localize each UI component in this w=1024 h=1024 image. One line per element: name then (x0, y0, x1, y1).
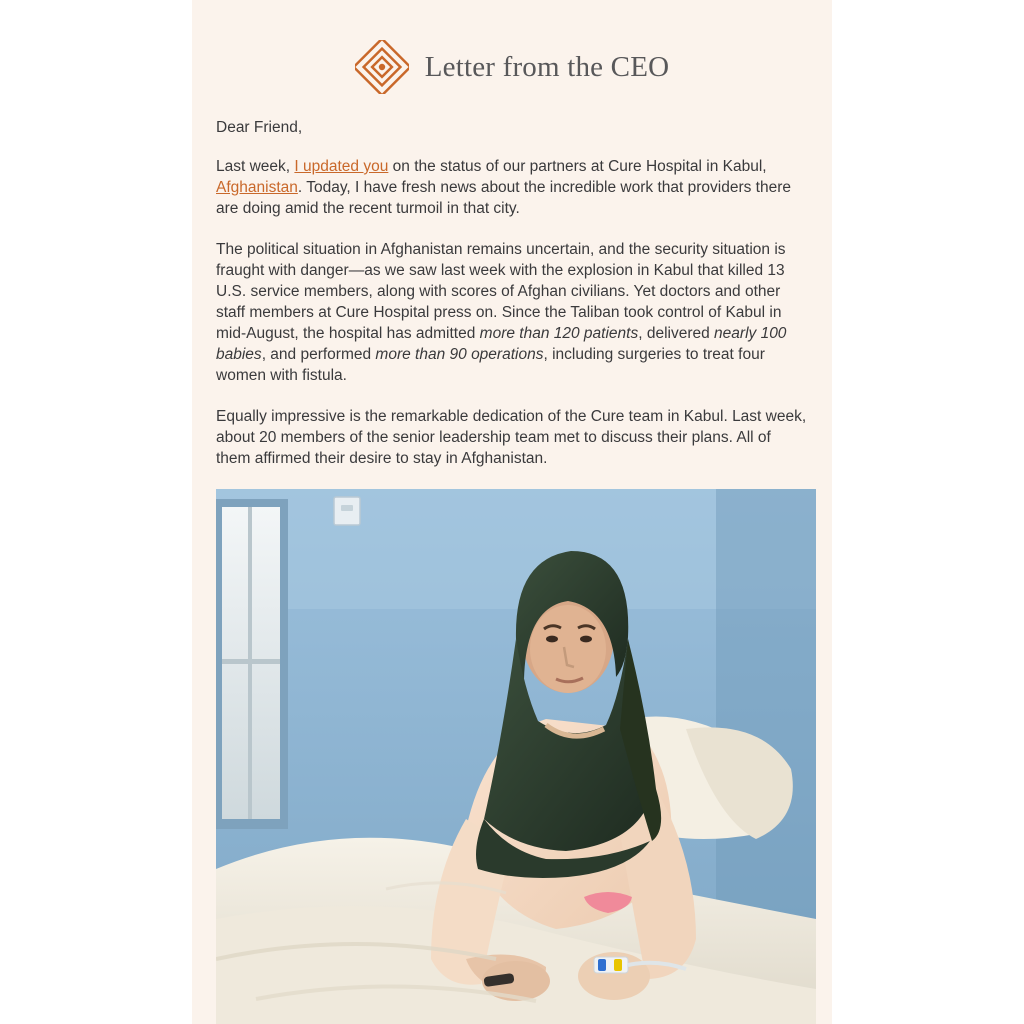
header-inner (355, 40, 670, 94)
salutation: Dear Friend, (216, 119, 303, 136)
para2-emphasis-patients: more than 120 patients (479, 325, 639, 342)
email-body (192, 117, 832, 1024)
paragraph-2 (216, 239, 808, 386)
page-title: Letter from the CEO (424, 50, 670, 83)
email-container (192, 0, 832, 1024)
para2-part2: , delivered (638, 325, 715, 342)
para1-post: . Today, I have fresh news about the incredible work that providers there are doing amid the recent turmoil in that city. (216, 179, 791, 217)
para2-part3: , and performed (261, 346, 376, 363)
hospital-photo-image (216, 489, 816, 1024)
email-header (192, 0, 832, 117)
paragraph-1 (216, 156, 808, 219)
para1-mid: on the status of our partners at Cure Hospital in Kabul, (388, 158, 767, 175)
para1-pre: Last week, (216, 158, 295, 175)
paragraph-3: Equally impressive is the remarkable dedication of the Cure team in Kabul. Last week, about 20 members of the senior leadership team met to discuss their plans. All of them affirmed their desire to stay in Afghanistan. (216, 408, 807, 467)
para2-emphasis-operations: more than 90 operations (375, 346, 544, 363)
hospital-photo (216, 489, 816, 1024)
link-afghanistan[interactable]: Afghanistan (216, 179, 298, 196)
link-i-updated-you[interactable]: I updated you (294, 158, 389, 175)
para2-emphasis-babies: nearly 100 babies (216, 325, 787, 363)
para2-part1: The political situation in Afghanistan remains uncertain, and the security situation is fraught with danger—as we saw last week with the explosion in Kabul that killed 13 U.S. service members, along with scores of Afghan civilians. Yet doctors and other staff members at Cure Hospital press on. Since the Taliban took control of Kabul in mid-August, the hospital has admitted (216, 241, 786, 342)
diamond-logo-icon (355, 40, 409, 94)
para2-part4: , including surgeries to treat four women with fistula. (216, 346, 765, 384)
